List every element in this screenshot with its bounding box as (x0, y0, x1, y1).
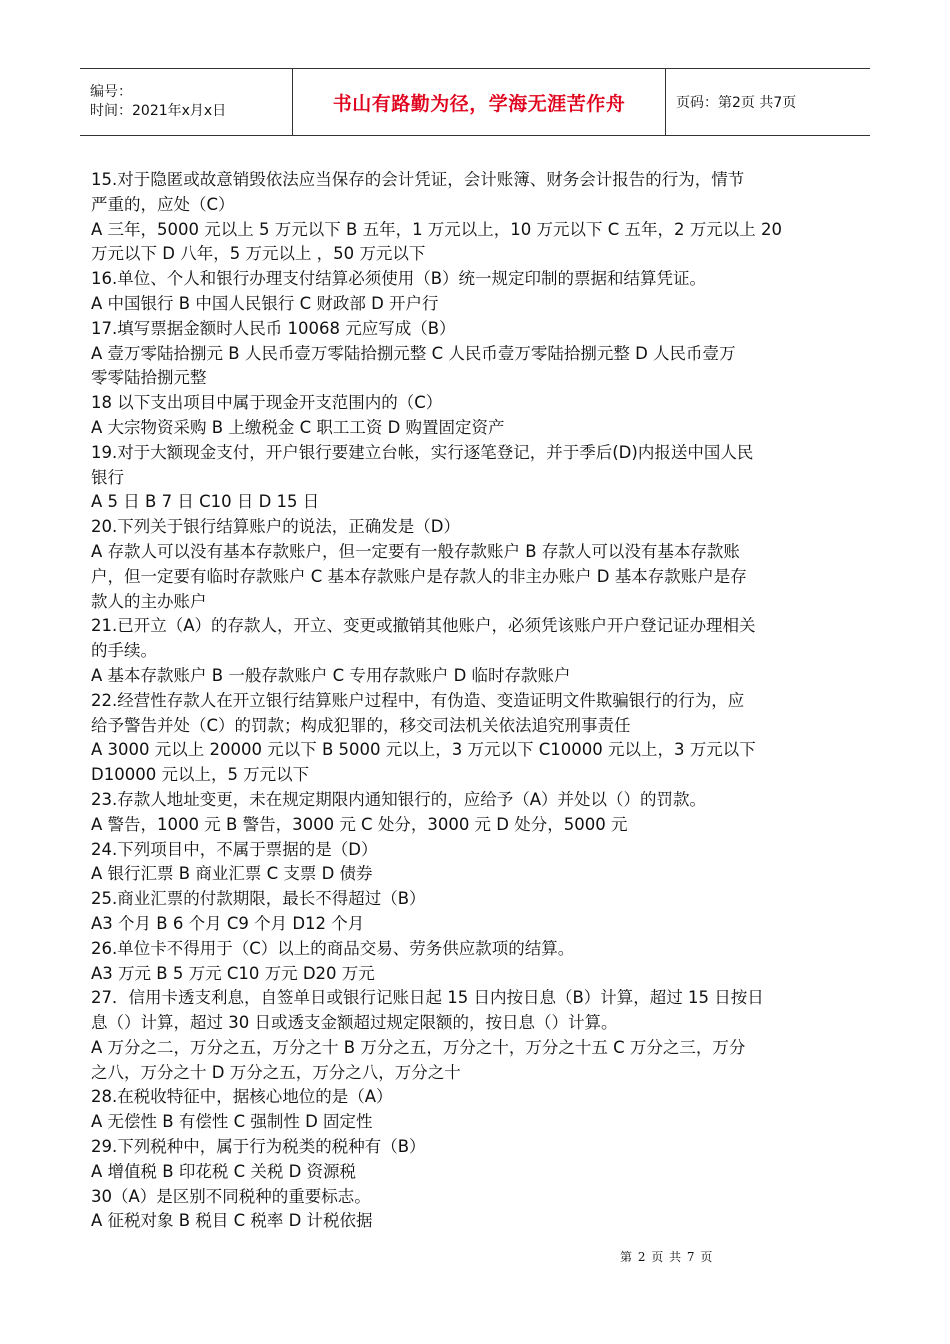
text-line: 17.填写票据金额时人民币 10068 元应写成（B） (91, 318, 456, 338)
text-line: 20.下列关于银行结算账户的说法，正确发是（D） (91, 517, 460, 537)
text-line: D10000 元以上，5 万元以下 (91, 765, 310, 785)
text-line: 的手续。 (91, 641, 157, 661)
page-footer: 第 2 页 共 7 页 (620, 1250, 714, 1264)
text-line: 26.单位卡不得用于（C）以上的商品交易、劳务供应款项的结算。 (91, 938, 575, 958)
text-line: 25.商业汇票的付款期限，最长不得超过（B） (91, 889, 426, 909)
text-line: A 增值税 B 印花税 C 关税 D 资源税 (91, 1161, 357, 1181)
text-line: 严重的，应处（C） (91, 194, 235, 214)
text-line: 21.已开立（A）的存款人，开立、变更或撤销其他账户，必须凭该账户开户登记证办理相关 (91, 616, 756, 636)
text-line: A 3000 元以上 20000 元以下 B 5000 元以上，3 万元以下 C10000 元以上，3 万元以下 (91, 740, 756, 760)
text-line: 24.下列项目中，不属于票据的是（D） (91, 839, 378, 859)
text-line: 28.在税收特征中，据核心地位的是（A） (91, 1087, 393, 1107)
text-line: 给予警告并处（C）的罚款；构成犯罪的，移交司法机关依法追究刑事责任 (91, 715, 631, 735)
text-line: 27．信用卡透支利息，自签单日或银行记账日起 15 日内按日息（B）计算，超过 15 日按日 (91, 988, 764, 1008)
text-line: 19.对于大额现金支付，开户银行要建立台帐，实行逐笔登记，并于季后(D)内报送中国人民 (91, 442, 754, 462)
text-line: 16.单位、个人和银行办理支付结算必须使用（B）统一规定印制的票据和结算凭证。 (91, 269, 707, 289)
document-date-label: 时间：2021年x月x日 (90, 103, 227, 119)
text-line: 银行 (91, 467, 124, 487)
text-line: 29.下列税种中，属于行为税类的税种有（B） (91, 1137, 426, 1157)
text-line: A 大宗物资采购 B 上缴税金 C 职工工资 D 购置固定资产 (91, 417, 505, 437)
text-line: A 基本存款账户 B 一般存款账户 C 专用存款账户 D 临时存款账户 (91, 665, 571, 685)
text-line: A 中国银行 B 中国人民银行 C 财政部 D 开户行 (91, 293, 439, 313)
text-line: A 5 日 B 7 日 C10 日 D 15 日 (91, 492, 320, 512)
text-line: A 壹万零陆拾捌元 B 人民币壹万零陆拾捌元整 C 人民币壹万零陆拾捌元整 D 人民币壹万 (91, 343, 736, 363)
text-line: 万元以下 D 八年，5 万元以上 ，50 万元以下 (91, 244, 426, 264)
text-line: A 警告，1000 元 B 警告，3000 元 C 处分，3000 元 D 处分，5000 元 (91, 814, 628, 834)
text-line: A3 个月 B 6 个月 C9 个月 D12 个月 (91, 913, 365, 933)
document-number-label: 编号： (90, 84, 132, 100)
text-line: 息（）计算，超过 30 日或透支金额超过规定限额的，按日息（）计算。 (91, 1013, 618, 1033)
text-line: 15.对于隐匿或故意销毁依法应当保存的会计凭证，会计账簿、财务会计报告的行为，情节 (91, 170, 745, 189)
text-line: A 征税对象 B 税目 C 税率 D 计税依据 (91, 1211, 373, 1231)
text-line: 之八，万分之十 D 万分之五，万分之八，万分之十 (91, 1062, 461, 1082)
header-motto: 书山有路勤为径，学海无涯苦作舟 (293, 69, 666, 136)
text-line: 零零陆拾捌元整 (91, 368, 207, 388)
header-page-info: 页码：第2页 共7页 (666, 69, 871, 136)
text-line: 款人的主办账户 (91, 591, 207, 611)
text-line: 30（A）是区别不同税种的重要标志。 (91, 1186, 371, 1206)
text-line: A 银行汇票 B 商业汇票 C 支票 D 债券 (91, 864, 373, 884)
text-line: 23.存款人地址变更，未在规定期限内通知银行的，应给予（A）并处以（）的罚款。 (91, 789, 707, 809)
header-left-cell (80, 69, 293, 136)
text-line: 18 以下支出项目中属于现金开支范围内的（C） (91, 393, 443, 413)
text-line: 22.经营性存款人在开立银行结算账户过程中，有伪造、变造证明文件欺骗银行的行为，应 (91, 690, 745, 710)
text-line: A 无偿性 B 有偿性 C 强制性 D 固定性 (91, 1112, 373, 1132)
document-body (91, 168, 863, 1234)
text-line: 户，但一定要有临时存款账户 C 基本存款账户是存款人的非主办账户 D 基本存款账户是存 (91, 566, 747, 586)
text-line: A 三年，5000 元以上 5 万元以下 B 五年，1 万元以上，10 万元以下 C 五年，2 万元以上 20 (91, 219, 783, 239)
text-line: A 存款人可以没有基本存款账户，但一定要有一般存款账户 B 存款人可以没有基本存款账 (91, 541, 740, 561)
text-line: A 万分之二，万分之五，万分之十 B 万分之五，万分之十，万分之十五 C 万分之三，万分 (91, 1037, 746, 1057)
page-header (80, 68, 870, 136)
text-line: A3 万元 B 5 万元 C10 万元 D20 万元 (91, 963, 375, 983)
